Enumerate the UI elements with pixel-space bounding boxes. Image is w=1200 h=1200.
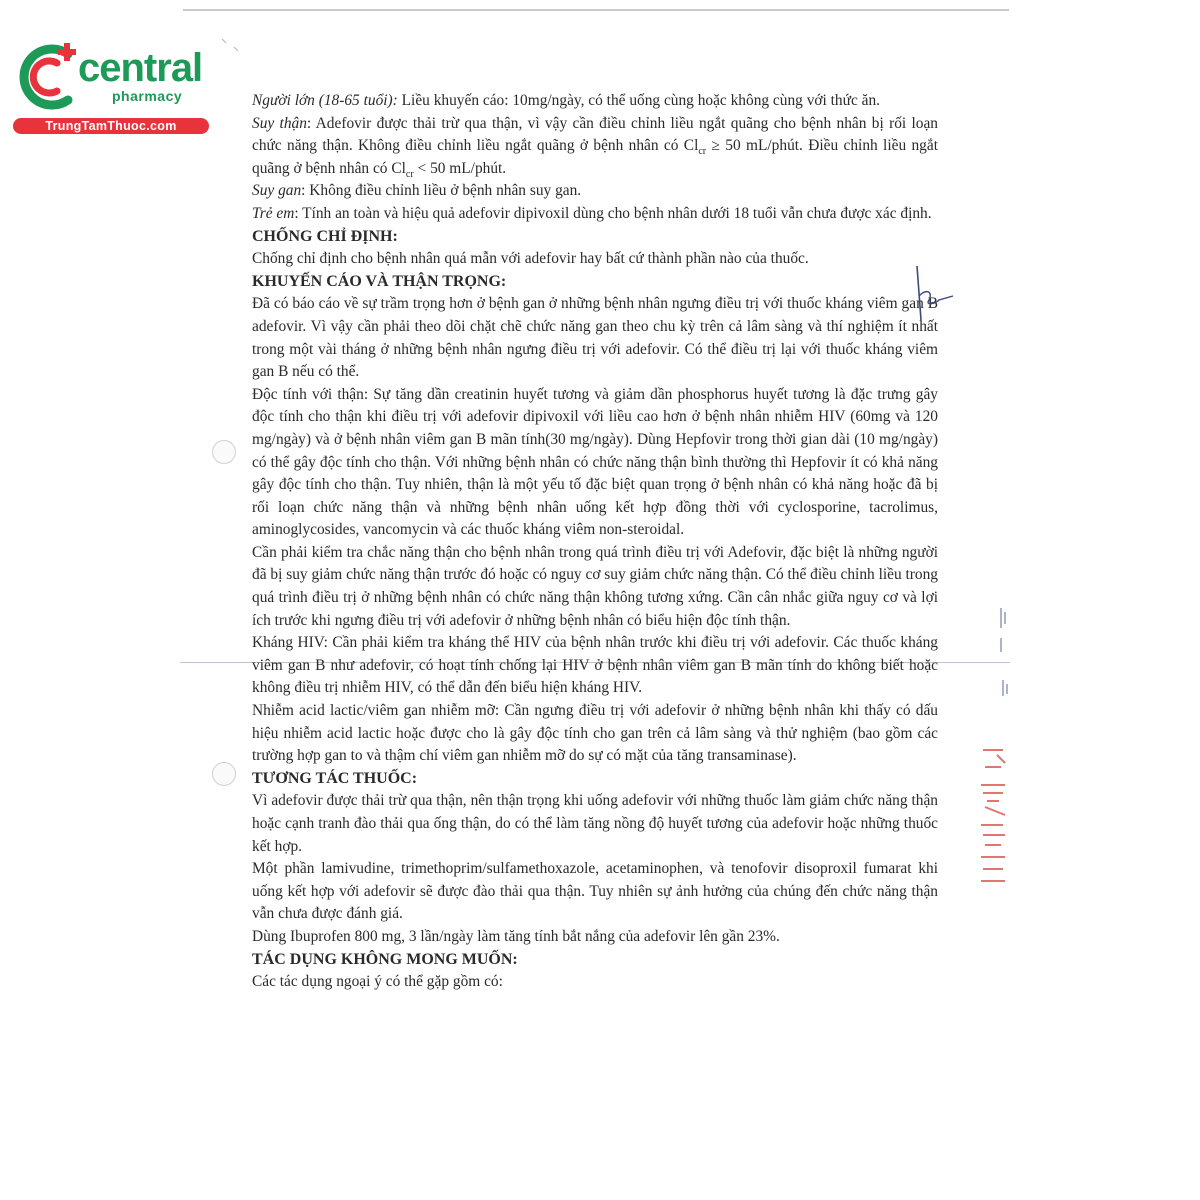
logo-sub-text: pharmacy (112, 88, 183, 104)
dosage-hepatic (252, 180, 938, 203)
dosage-renal-text-2: ≥ 50 mL/phút. Điều chỉnh liều ngắt quãng ở bệnh nhân có Cl (252, 137, 938, 177)
dosage-adult-text: Liều khuyến cáo: 10mg/ngày, có thể uống cùng hoặc không cùng với thức ăn. (397, 92, 881, 109)
red-stamp-icon (975, 745, 1010, 890)
heading-interactions: TƯƠNG TÁC THUỐC: (252, 769, 418, 787)
punch-hole-icon (212, 440, 236, 464)
dosage-adult-label: Người lớn (18-65 tuổi): (252, 92, 398, 109)
warnings-paragraph-2: Độc tính với thận: Sự tăng dần creatinin huyết tương và giảm dần phosphorus huyết tương là đặc trưng gây độc tính cho thận khi điều trị với adefovir dipivoxil với liều cao hơn ở bệnh nhân nhiễm HIV (60mg và 120 mg/ngày) và ở bệnh nhân viêm gan B mãn tính(30 mg/ngày). Dùng Hepfovir trong thời gian dài (10 mg/ngày) có thể gây độc tính cho thận. Với những bệnh nhân có chức năng thận bình thường thì Hepfovir ít có khả năng gây độc tính cho thận. Tuy nhiên, thận là một yếu tố đặc biệt quan trọng ở bệnh nhân có khả năng hoặc đã bị rối loạn chức năng thận và những bệnh nhân uống kết hợp đồng thời với cyclosporine, tacrolimus, aminoglycosides, vancomycin và các thuốc kháng viêm non-steroidal. (252, 385, 938, 539)
clcr-subscript: cr (698, 146, 707, 158)
dosage-adult (252, 90, 938, 113)
interactions-paragraph-3: Dùng Ibuprofen 800 mg, 3 lần/ngày làm tăng tính bắt nắng của adefovir lên gần 23%. (252, 927, 780, 945)
heading-adverse-effects: TÁC DỤNG KHÔNG MONG MUỐN: (252, 950, 518, 968)
dosage-renal-label: Suy thận (252, 114, 307, 132)
interactions-paragraph-1: Vì adefovir được thải trừ qua thận, nên thận trọng khi uống adefovir với những thuốc làm giảm chức năng thận hoặc cạnh tranh đào thải qua ống thận, do có thể làm tăng nồng độ huyết tương của adefovir hoặc những thuốc kết hợp. (252, 792, 938, 855)
dosage-child (252, 203, 938, 226)
warnings-paragraph-3: Cần phải kiểm tra chắc năng thận cho bệnh nhân trong quá trình điều trị với Adefovir, đặc biệt là những người đã bị suy giảm chức năng thận trước đó hoặc có nguy cơ suy giảm chức năng thận. Có thể điều chỉnh liều trong quá trình điều trị ở những bệnh nhân có chức năng thận không tương xứng. Cần cân nhắc giữa nguy cơ và lợi ích trước khi ngưng điều trị với adefovir ở những bệnh nhân có biểu hiện độc tính thận. (252, 543, 938, 629)
page-top-edge (183, 9, 1009, 11)
contraindications-text: Chống chỉ định cho bệnh nhân quá mẫn với adefovir hay bất cứ thành phần nào của thuốc. (252, 250, 809, 268)
logo-brand-text: central (78, 46, 203, 90)
dosage-hepatic-label: Suy gan (252, 182, 302, 200)
pen-mark-icon (218, 35, 248, 55)
dosage-hepatic-text: : Không điều chỉnh liều ở bệnh nhân suy gan. (301, 182, 582, 200)
clcr-subscript-2: cr (405, 168, 414, 180)
heading-contraindications: CHỐNG CHỈ ĐỊNH: (252, 227, 398, 245)
dosage-renal-text-3: < 50 mL/phút. (413, 159, 507, 177)
dosage-renal-text: : Adefovir được thải trừ qua thận, vì vậy cần điều chỉnh liều ngắt quãng cho bệnh nhân bị rối loạn chức năng thận. Không điều chỉnh liều ngắt quãng ở bệnh nhân có Cl (252, 114, 938, 155)
punch-hole-icon (212, 762, 236, 786)
document-body (252, 90, 938, 994)
warnings-paragraph-5: Nhiễm acid lactic/viêm gan nhiễm mỡ: Cần ngưng điều trị với adefovir ở những bệnh nhân khi thấy có dấu hiệu nhiễm acid lactic hoặc được cho là gây độc tính cho gan trên cả lâm sàng và thử nghiệm (bao gồm các trường hợp gan to và thậm chí viêm gan nhiễm mỡ do sự có mặt của tăng transaminase). (252, 702, 938, 765)
dosage-renal (252, 113, 938, 181)
dosage-child-label: Trẻ em (252, 204, 295, 222)
dosage-child-text: : Tính an toàn và hiệu quả adefovir dipivoxil dùng cho bệnh nhân dưới 18 tuổi vẫn chưa được xác định. (294, 204, 932, 222)
logo-site-url[interactable]: TrungTamThuoc.com (13, 118, 209, 134)
adverse-effects-intro: Các tác dụng ngoại ý có thể gặp gồm có: (252, 973, 503, 991)
signature-icon (905, 262, 960, 332)
warnings-paragraph-1: Đã có báo cáo về sự trầm trọng hơn ở bệnh gan ở những bệnh nhân ngưng điều trị với thuốc kháng viêm gan B adefovir. Vì vậy cần phải theo dõi chặt chẽ chức năng gan theo chu kỳ trên cả lâm sàng và thí nghiệm ít nhất trong một vài tháng ở những bệnh nhân ngưng điều trị với adefovir. Có thể điều trị lại với thuốc kháng viêm gan B nếu có thể. (252, 295, 938, 381)
warnings-paragraph-4: Kháng HIV: Cần phải kiểm tra kháng thể HIV của bệnh nhân trước khi điều trị với adefovir. Các thuốc kháng viêm gan B như adefovir, có hoạt tính chống lại HIV ở bệnh nhân viêm gan B mãn tính do không biết hoặc không điều trị nhiễm HIV, có thể dẫn đến biểu hiện kháng HIV. (252, 634, 938, 697)
heading-warnings: KHUYẾN CÁO VÀ THẬN TRỌNG: (252, 272, 507, 290)
interactions-paragraph-2: Một phần lamivudine, trimethoprim/sulfamethoxazole, acetaminophen, và tenofovir disoproxil fumarat khi uống kết hợp với adefovir sẽ được đào thải qua thận. Tuy nhiên sự ảnh hưởng của chúng đến chức năng thận vẫn chưa được đánh giá. (252, 860, 938, 923)
edge-marks-icon (995, 600, 1013, 700)
